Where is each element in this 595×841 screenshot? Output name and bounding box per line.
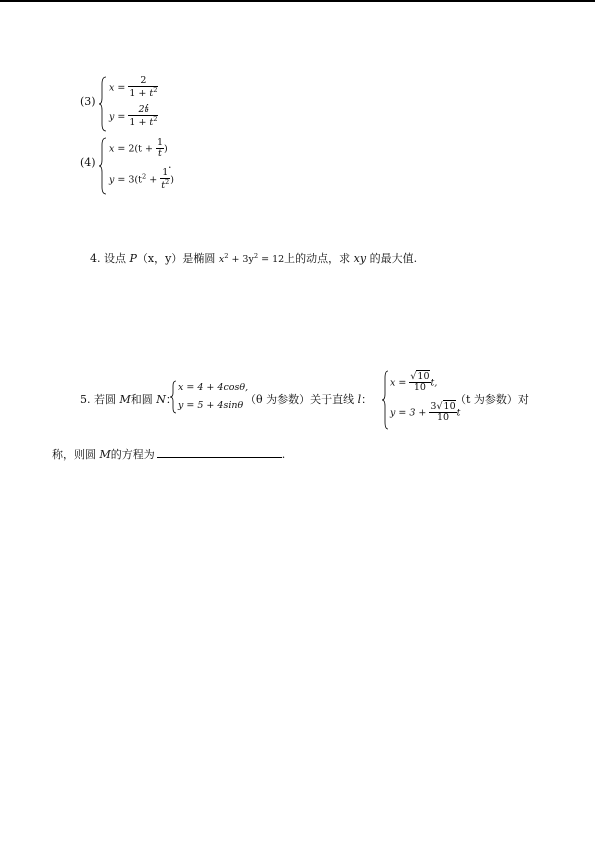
p3-x-equation: x = $\frac{2}{1 + t^2}$ [109,75,158,100]
line-l-y-equation: y = 3 + $\frac{3√10}{10}$ t [390,401,461,424]
q5-param-2: （t 为参数）对 [455,393,529,406]
left-brace [99,137,107,195]
top-rule [0,0,595,2]
line-l-x-equation: x = $\frac{√10}{10}$ t, [390,371,438,394]
answer-blank[interactable] [157,447,282,458]
q5-middle: （θ 为参数）关于直线 l： [245,393,373,406]
problem-3-label: (3) [80,95,96,108]
q5-line-2: 称，则圆 M的方程为 . [52,448,286,461]
circle-n-y-equation: y = 5 + 4sinθ [178,400,244,411]
left-brace [99,76,107,132]
p3-y-equation: y = $\frac{2t}{1 + t^2}$ [109,104,158,129]
left-brace [170,380,177,414]
left-brace [382,370,389,430]
p4-y-equation: $y = 3(t^2$ + $\frac{1}{t^2}$ ) [109,167,174,192]
question-4: 4. 设点 P（x，y）是椭圆 $x^2 + 3y^2 = 12$上的动点，求 xy 的最大值. [90,251,418,265]
problem-4-label: (4) [80,156,96,169]
q5-intro: 5. 若圆 M和圆 N： [80,393,177,406]
circle-n-x-equation: x = 4 + 4cosθ, [178,382,249,393]
p4-x-equation: x = 2(t + $\frac{1}{t}$ ) [109,137,168,160]
